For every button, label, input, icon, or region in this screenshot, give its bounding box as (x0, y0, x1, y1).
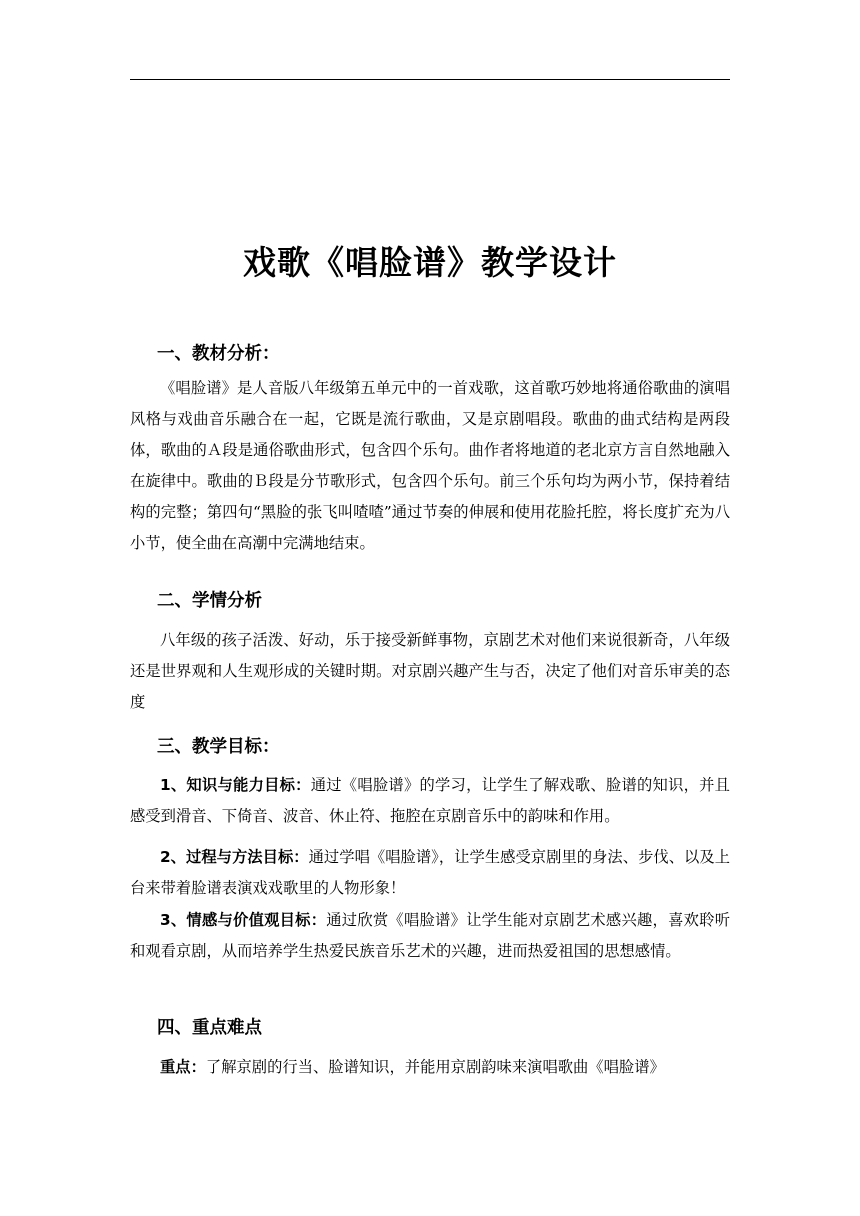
section-text-student-analysis: 八年级的孩子活泼、好动，乐于接受新鲜事物，京剧艺术对他们来说很新奇，八年级还是世界观和人生观形成的关键时期。对京剧兴趣产生与否，决定了他们对音乐审美的态度 (130, 631, 730, 711)
section-text-textbook-analysis: 《唱脸谱》是人音版八年级第五单元中的一首戏歌，这首歌巧妙地将通俗歌曲的演唱风格与戏曲音乐融合在一起，它既是流行歌曲，又是京剧唱段。歌曲的曲式结构是两段体，歌曲的Ａ段是通俗歌曲形式，包含四个乐句。曲作者将地道的老北京方言自然地融入在旋律中。歌曲的Ｂ段是分节歌形式，包含四个乐句。前三个乐句均为两小节，保持着结构的完整；第四句“黑脸的张飞叫喳喳”通过节奏的伸展和使用花脸托腔，将长度扩充为八小节，使全曲在高潮中完满地结束。 (130, 379, 730, 552)
goal-text: 通过《唱脸谱》的学习，让学生了解戏歌、脸谱的知识，并且感受到滑音、下倚音、波音、休止符、拖腔在京剧音乐中的韵味和作用。 (130, 776, 730, 825)
section-heading-teaching-goals: 三、教学目标： (157, 737, 280, 757)
key-point-text: 了解京剧的行当、脸谱知识，并能用京剧韵味来演唱歌曲《唱脸谱》 (205, 1058, 665, 1076)
goal-label: 2、过程与方法目标： (160, 848, 309, 866)
goal-label: 1、知识与能力目标： (160, 776, 311, 794)
goal-item (130, 905, 730, 967)
document-title: 戏歌《唱脸谱》教学设计 (243, 243, 617, 282)
goal-item (130, 770, 730, 832)
goal-text: 通过学唱《唱脸谱》，让学生感受京剧里的身法、步伐、以及上台来带着脸谱表演戏戏歌里的人物形象！ (130, 848, 730, 897)
goal-text: 通过欣赏《唱脸谱》让学生能对京剧艺术感兴趣，喜欢聆听和观看京剧，从而培养学生热爱民族音乐艺术的兴趣，进而热爱祖国的思想感情。 (130, 911, 730, 960)
section-heading-key-points: 四、重点难点 (157, 1018, 262, 1038)
section-heading-student-analysis: 二、学情分析 (157, 591, 262, 611)
header-rule (130, 79, 730, 80)
key-point-item (130, 1052, 730, 1083)
section-heading-textbook-analysis: 一、教材分析： (157, 344, 280, 364)
goal-item (130, 842, 730, 904)
key-point-label: 重点： (160, 1058, 206, 1076)
goal-label: 3、情感与价值观目标： (160, 911, 327, 929)
